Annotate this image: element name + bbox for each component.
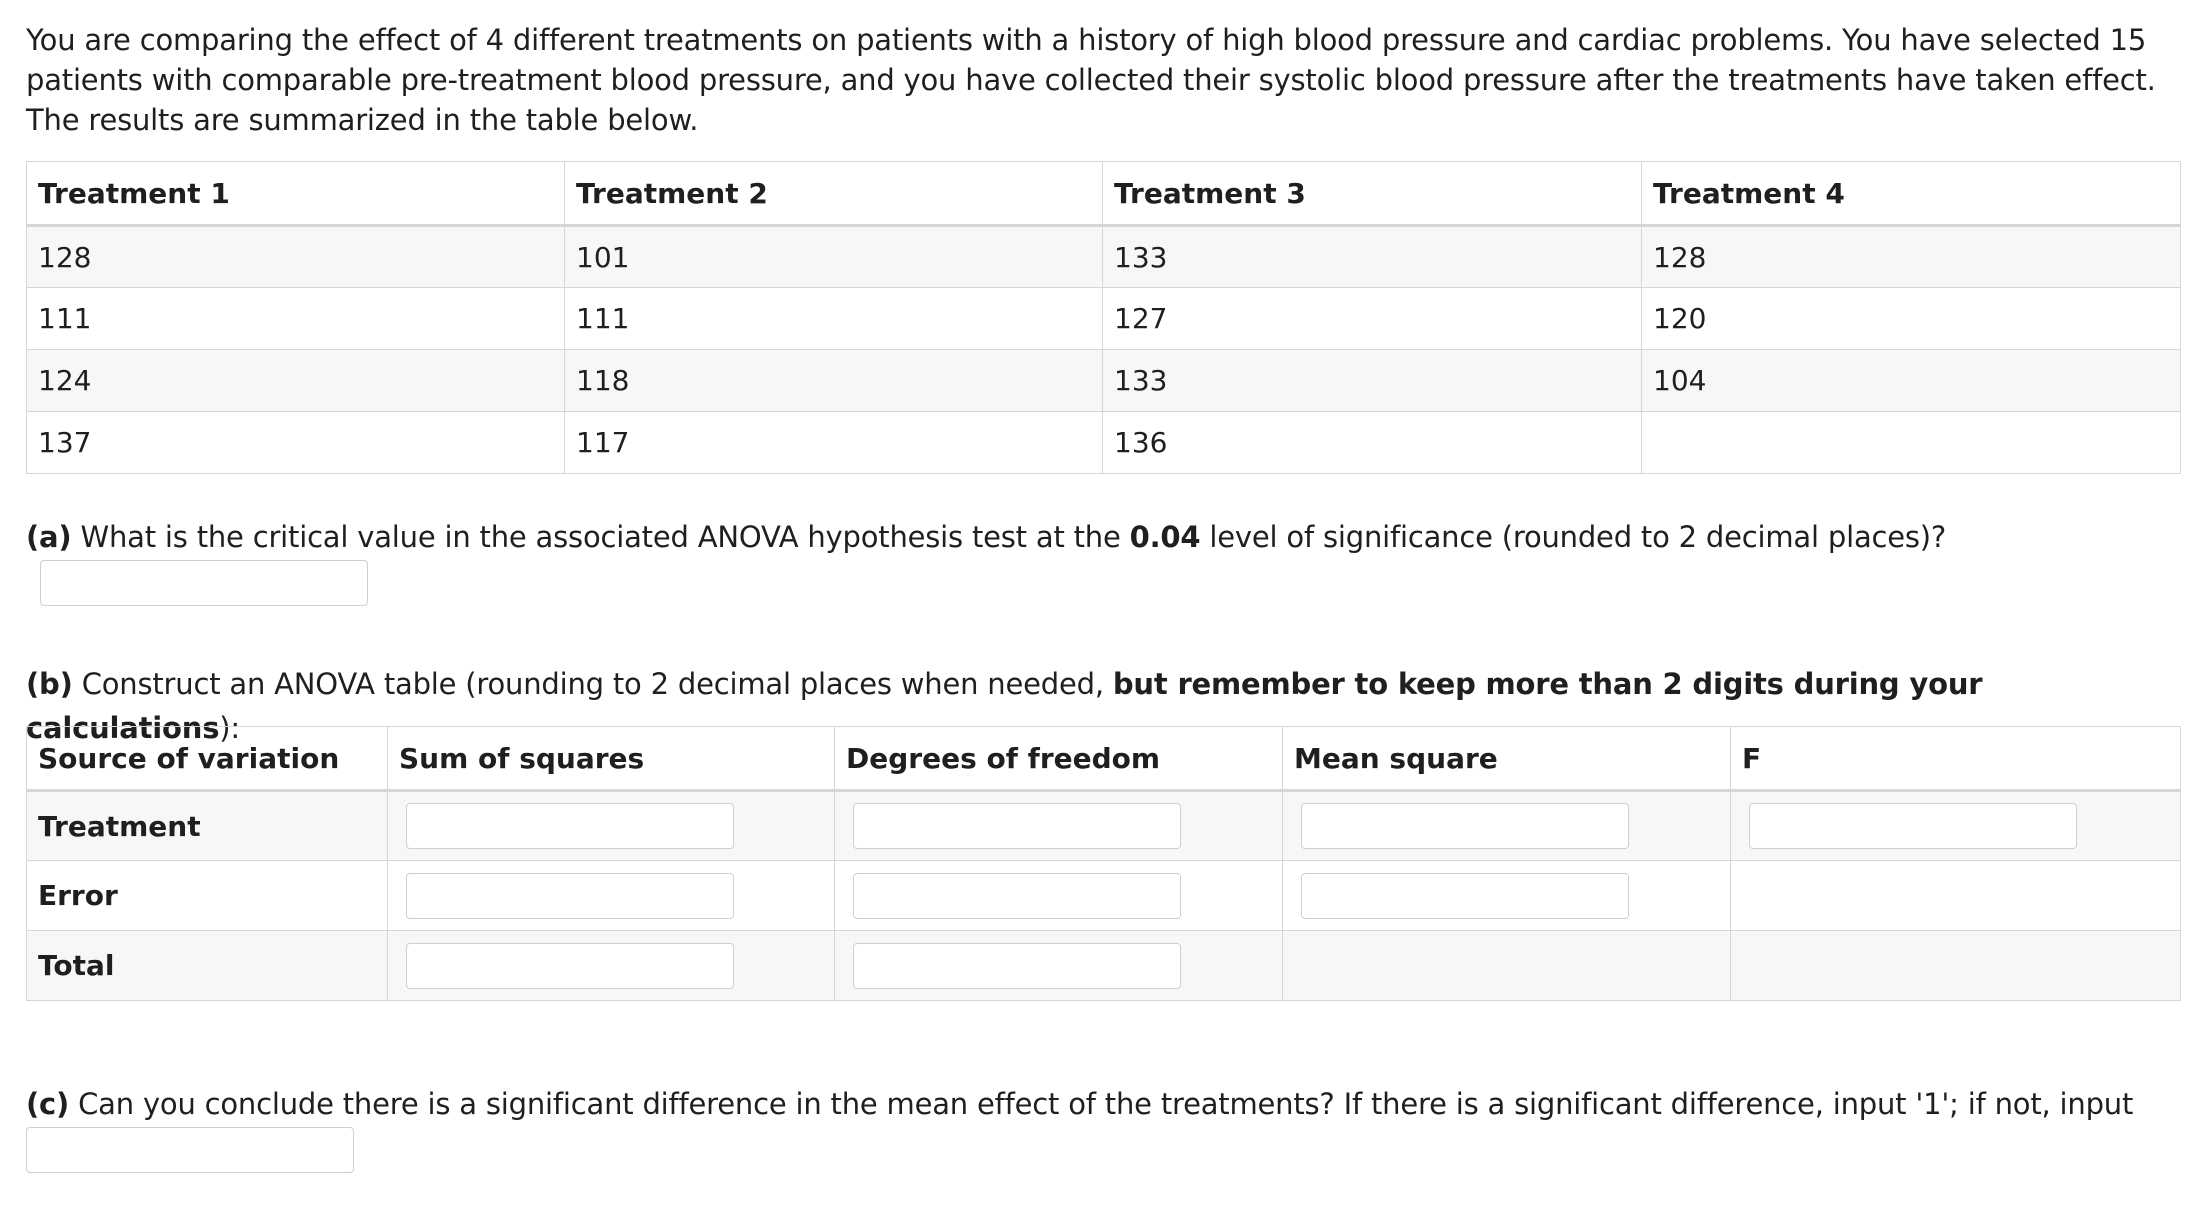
- anova-row-error: [27, 861, 2181, 931]
- table-cell: 124: [27, 350, 565, 412]
- problem-page: [26, 20, 2180, 1121]
- table-cell: 136: [1103, 412, 1642, 474]
- table-cell: 111: [565, 288, 1103, 350]
- question-b-text-after: ):: [219, 711, 240, 745]
- question-a-text-before: What is the critical value in the associated ANOVA hypothesis test at the: [71, 520, 1130, 554]
- significance-level: 0.04: [1129, 520, 1201, 554]
- table-cell: 128: [1642, 226, 2181, 288]
- empty-cell: [1731, 861, 2181, 931]
- empty-cell: [1731, 931, 2181, 1001]
- table-cell: 111: [27, 288, 565, 350]
- empty-cell: [1283, 931, 1731, 1001]
- conclusion-input[interactable]: [26, 1127, 354, 1173]
- question-b-text-before: Construct an ANOVA table (rounding to 2 decimal places when needed,: [72, 667, 1113, 701]
- question-c-label: (c): [26, 1087, 70, 1121]
- table-cell: 104: [1642, 350, 2181, 412]
- treatment-ms-input[interactable]: [1301, 803, 1629, 849]
- table-row: [27, 350, 2181, 412]
- critical-value-input[interactable]: [40, 560, 368, 606]
- header-treatment-3: Treatment 3: [1103, 162, 1642, 226]
- row-label-treatment: Treatment: [27, 791, 388, 861]
- treatment-ss-input[interactable]: [406, 803, 734, 849]
- table-cell: 120: [1642, 288, 2181, 350]
- table-cell: 137: [27, 412, 565, 474]
- table-cell: [1642, 412, 2181, 474]
- header-f: F: [1731, 727, 2181, 791]
- error-ss-input[interactable]: [406, 873, 734, 919]
- table-cell: 128: [27, 226, 565, 288]
- question-a-text-after: level of significance (rounded to 2 decimal places)?: [1200, 520, 1947, 554]
- table-cell: 127: [1103, 288, 1642, 350]
- question-a-label: (a): [26, 520, 72, 554]
- error-df-input[interactable]: [853, 873, 1181, 919]
- treatment-df-input[interactable]: [853, 803, 1181, 849]
- total-df-input[interactable]: [853, 943, 1181, 989]
- table-cell: 117: [565, 412, 1103, 474]
- header-treatment-4: Treatment 4: [1642, 162, 2181, 226]
- table-cell: 118: [565, 350, 1103, 412]
- header-degrees-of-freedom: Degrees of freedom: [835, 727, 1283, 791]
- table-row: [27, 288, 2181, 350]
- table-cell: 133: [1103, 350, 1642, 412]
- question-a: [26, 515, 2180, 606]
- f-statistic-input[interactable]: [1749, 803, 2077, 849]
- table-cell: 133: [1103, 226, 1642, 288]
- error-ms-input[interactable]: [1301, 873, 1629, 919]
- table-row: [27, 412, 2181, 474]
- header-treatment-2: Treatment 2: [565, 162, 1103, 226]
- table-cell: 101: [565, 226, 1103, 288]
- question-b-emphasis: but remember to keep more than 2 digits during your calculations: [26, 667, 1983, 745]
- header-sum-of-squares: Sum of squares: [388, 727, 835, 791]
- row-label-error: Error: [27, 861, 388, 931]
- anova-row-total: [27, 931, 2181, 1001]
- anova-header-row: [27, 727, 2181, 791]
- anova-table: [26, 726, 2181, 1001]
- table-row: [27, 226, 2181, 288]
- total-ss-input[interactable]: [406, 943, 734, 989]
- question-c-text: Can you conclude there is a significant difference in the mean effect of the treatments? If there is a significant difference, input '1'; if not, input: [78, 1087, 2134, 1121]
- question-b-label: (b): [26, 667, 73, 701]
- header-source-of-variation: Source of variation: [27, 727, 388, 791]
- header-treatment-1: Treatment 1: [27, 162, 565, 226]
- problem-intro: You are comparing the effect of 4 different treatments on patients with a history of high blood pressure and cardiac problems. You have selected 15 patients with comparable pre-treatment blood pressure, and you have collected their systolic blood pressure after the treatments have taken effect. The results are summarized in the table below.: [26, 23, 2156, 137]
- treatment-data-table: [26, 161, 2181, 474]
- table-header-row: [27, 162, 2181, 226]
- row-label-total: Total: [27, 931, 388, 1001]
- header-mean-square: Mean square: [1283, 727, 1731, 791]
- anova-row-treatment: [27, 791, 2181, 861]
